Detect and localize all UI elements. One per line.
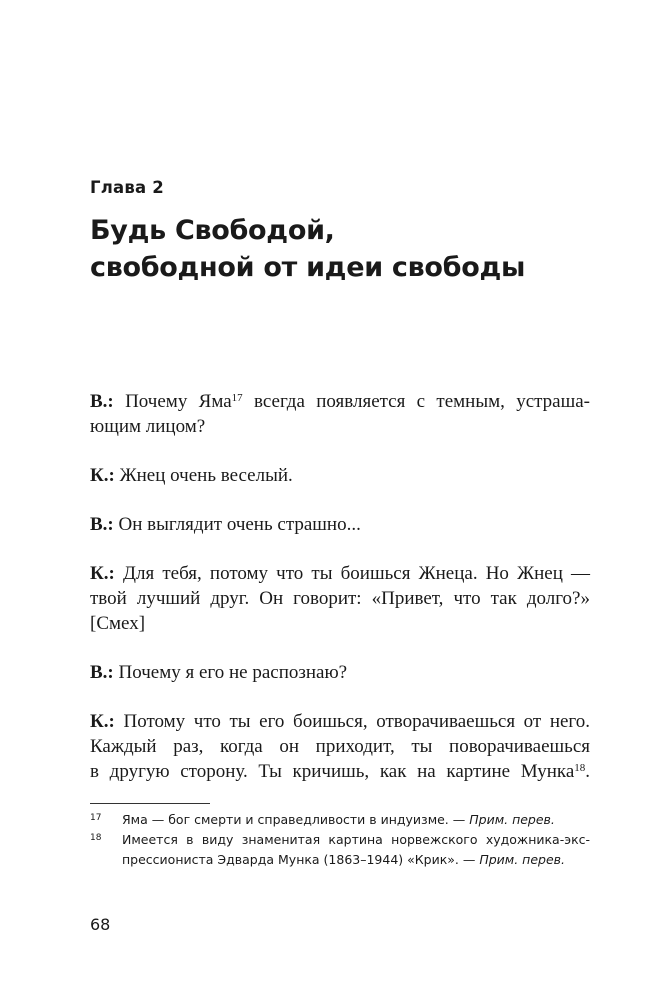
text-fragment: Он выглядит очень страшно...: [118, 514, 361, 535]
dialogue-paragraph-2: [90, 463, 590, 488]
text-fragment: прессиониста Эдварда Мунка (1863–1944) «Крик». —: [122, 852, 480, 867]
footnote-ref-18[interactable]: 18: [574, 762, 586, 774]
footnote-text: [122, 810, 590, 830]
text-fragment: Почему Яма: [125, 391, 232, 412]
text-line: [90, 561, 590, 586]
text-line: [Смех]: [90, 613, 146, 634]
page-number: 68: [90, 915, 111, 934]
speaker-label: В.:: [90, 391, 114, 412]
footnote-17: [90, 810, 590, 830]
chapter-title-line-2: свободной от идеи свободы: [90, 252, 526, 283]
translator-note: Прим. перев.: [469, 812, 555, 827]
text-line: [90, 389, 590, 414]
text-line: [90, 759, 590, 784]
footnote-ref-17[interactable]: 17: [231, 392, 243, 404]
dialogue-paragraph-4: [90, 561, 590, 636]
text-fragment: Яма — бог смерти и справедливости в индуизме. —: [122, 812, 470, 827]
footnote-number: 17: [90, 813, 102, 823]
chapter-title-line-1: Будь Свободой,: [90, 215, 335, 246]
footnotes: [90, 810, 590, 870]
text-fragment: Жнец очень веселый.: [119, 465, 293, 486]
speaker-label: В.:: [90, 514, 114, 535]
speaker-label: В.:: [90, 662, 114, 683]
text-line: твой лучший друг. Он говорит: «Привет, что так долго?»: [90, 588, 590, 609]
speaker-label: К.:: [90, 563, 115, 584]
text-fragment: Потому что ты его боишься, отворачиваешься от него.: [123, 711, 590, 732]
footnote-number: 18: [90, 833, 102, 843]
speaker-label: К.:: [90, 465, 115, 486]
text-line: Имеется в виду знаменитая картина норвежского художника-экс-: [122, 832, 590, 847]
speaker-label: К.:: [90, 711, 115, 732]
text-fragment: всегда появляется с темным, устраша-: [253, 391, 591, 412]
translator-note: Прим. перев.: [479, 852, 566, 867]
text-fragment: .: [585, 761, 590, 782]
text-line: ющим лицом?: [90, 416, 206, 437]
text-fragment: Почему я его не распознаю?: [118, 662, 348, 683]
footnote-separator: [90, 803, 210, 804]
text-line: [90, 709, 590, 734]
text-line: [122, 850, 590, 870]
dialogue-paragraph-5: [90, 660, 590, 685]
dialogue-paragraph-6: [90, 709, 590, 784]
dialogue-body: [90, 389, 590, 784]
text-line: Каждый раз, когда он приходит, ты поворачиваешься: [90, 736, 590, 757]
text-fragment: в другую сторону. Ты кричишь, как на картине Мунка: [90, 761, 575, 782]
chapter-label: Глава 2: [90, 178, 164, 197]
dialogue-paragraph-1: [90, 389, 590, 439]
text-fragment: Для тебя, потому что ты боишься Жнеца. Но Жнец —: [123, 563, 591, 584]
footnote-18: [90, 830, 590, 870]
dialogue-paragraph-3: [90, 512, 590, 537]
chapter-title: [90, 212, 610, 286]
footnote-text: [122, 830, 590, 870]
